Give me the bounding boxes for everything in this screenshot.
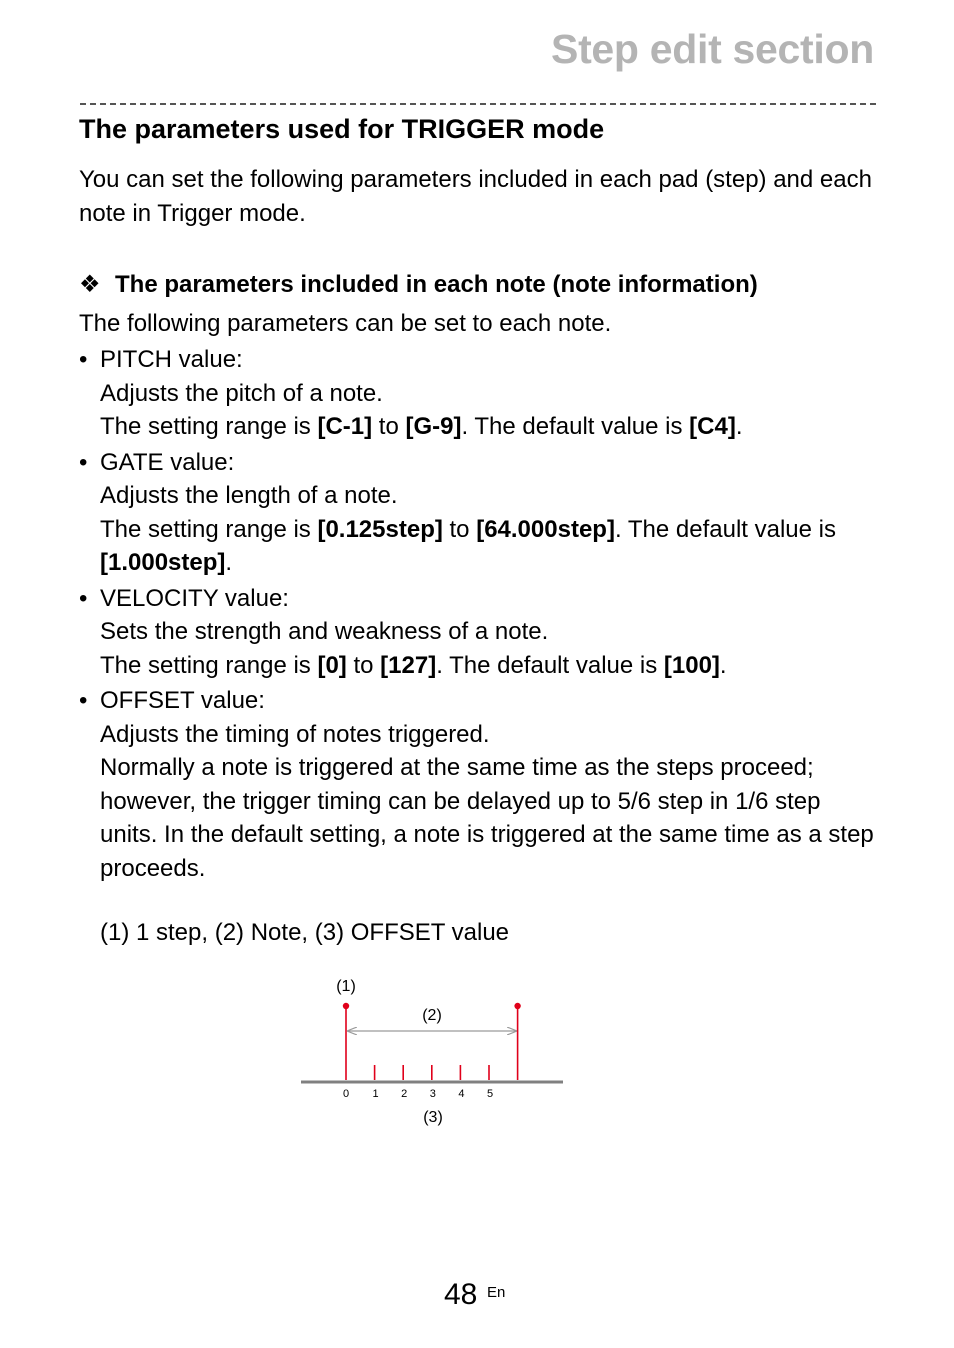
param-description: Sets the strength and weakness of a note.	[100, 618, 549, 645]
param-name: PITCH value:	[100, 346, 243, 373]
offset-timing-diagram	[300, 970, 570, 1135]
default-prefix: . The default value is	[461, 413, 690, 440]
param-offset	[79, 684, 879, 885]
note-label: (2)	[422, 1007, 442, 1024]
lead-paragraph: The following parameters can be set to each note.	[79, 310, 612, 337]
range-prefix: The setting range is	[100, 515, 318, 543]
range-min: [0.125step]	[317, 515, 443, 543]
param-name: OFFSET value:	[100, 687, 265, 714]
bullet-icon: •	[79, 448, 88, 476]
param-description: Adjusts the length of a note.	[100, 482, 398, 509]
offset-tick-label: 1	[372, 1088, 379, 1100]
default-prefix: . The default value is	[436, 651, 664, 679]
next-step-dot	[514, 1003, 520, 1009]
offset-tick-label: 4	[458, 1088, 465, 1100]
parameter-list	[79, 343, 879, 885]
page-number: 48	[444, 1278, 478, 1311]
subsection-heading	[79, 268, 758, 301]
dashed-divider	[80, 103, 876, 105]
page-language: En	[487, 1284, 506, 1301]
subsection-heading-text: The parameters included in each note (note information)	[115, 271, 758, 298]
param-detail: Normally a note is triggered at the same time as the steps proceed; however, the trigger timing can be delayed up to 5/6 step in 1/6 step units. In the default setting, a note is triggered at the same time as a step proceeds.	[100, 754, 874, 882]
param-range	[100, 410, 879, 444]
param-name: VELOCITY value:	[100, 584, 289, 612]
offset-tick-label: 2	[401, 1088, 408, 1100]
param-range	[100, 649, 879, 683]
param-velocity	[79, 582, 879, 683]
offset-tick-label: 0	[342, 1088, 350, 1100]
param-gate	[79, 446, 879, 580]
default-value: [100]	[663, 651, 720, 679]
param-description: Adjusts the pitch of a note.	[100, 379, 383, 407]
range-min: [0]	[317, 651, 347, 679]
param-range	[100, 513, 879, 580]
range-max: [G-9]	[405, 413, 462, 440]
bullet-icon: •	[79, 687, 88, 714]
default-value: [C4]	[689, 413, 736, 440]
range-to: to	[346, 651, 381, 679]
section-heading: The parameters used for TRIGGER mode	[79, 114, 605, 144]
bullet-icon: •	[79, 584, 88, 612]
range-prefix: The setting range is	[100, 413, 318, 440]
range-max: [64.000step]	[476, 515, 615, 543]
sentence-end: .	[225, 549, 233, 576]
offset-tick-label: 5	[486, 1088, 494, 1100]
range-max: [127]	[380, 651, 437, 679]
range-to: to	[442, 515, 477, 543]
param-description: Adjusts the timing of notes triggered.	[100, 720, 490, 748]
intro-paragraph: You can set the following parameters included in each pad (step) and each note in Trigger mode.	[79, 166, 872, 227]
bullet-icon: •	[79, 346, 88, 373]
section-header-title: Step edit section	[551, 26, 874, 72]
range-prefix: The setting range is	[100, 651, 318, 679]
offset-label: (3)	[423, 1109, 443, 1126]
sentence-end: .	[719, 651, 727, 679]
diagram-caption: (1) 1 step, (2) Note, (3) OFFSET value	[100, 919, 510, 946]
sentence-end: .	[735, 413, 743, 440]
default-value: [1.000step]	[100, 549, 226, 576]
offset-tick-label: 3	[429, 1088, 436, 1100]
diamond-bullet-icon: ❖	[79, 271, 101, 298]
step-start-dot	[343, 1003, 349, 1009]
step-label: (1)	[336, 978, 356, 995]
range-min: [C-1]	[317, 413, 373, 440]
param-name: GATE value:	[100, 448, 235, 476]
param-pitch	[79, 343, 879, 444]
default-prefix: . The default value is	[614, 515, 836, 543]
range-to: to	[372, 413, 406, 440]
